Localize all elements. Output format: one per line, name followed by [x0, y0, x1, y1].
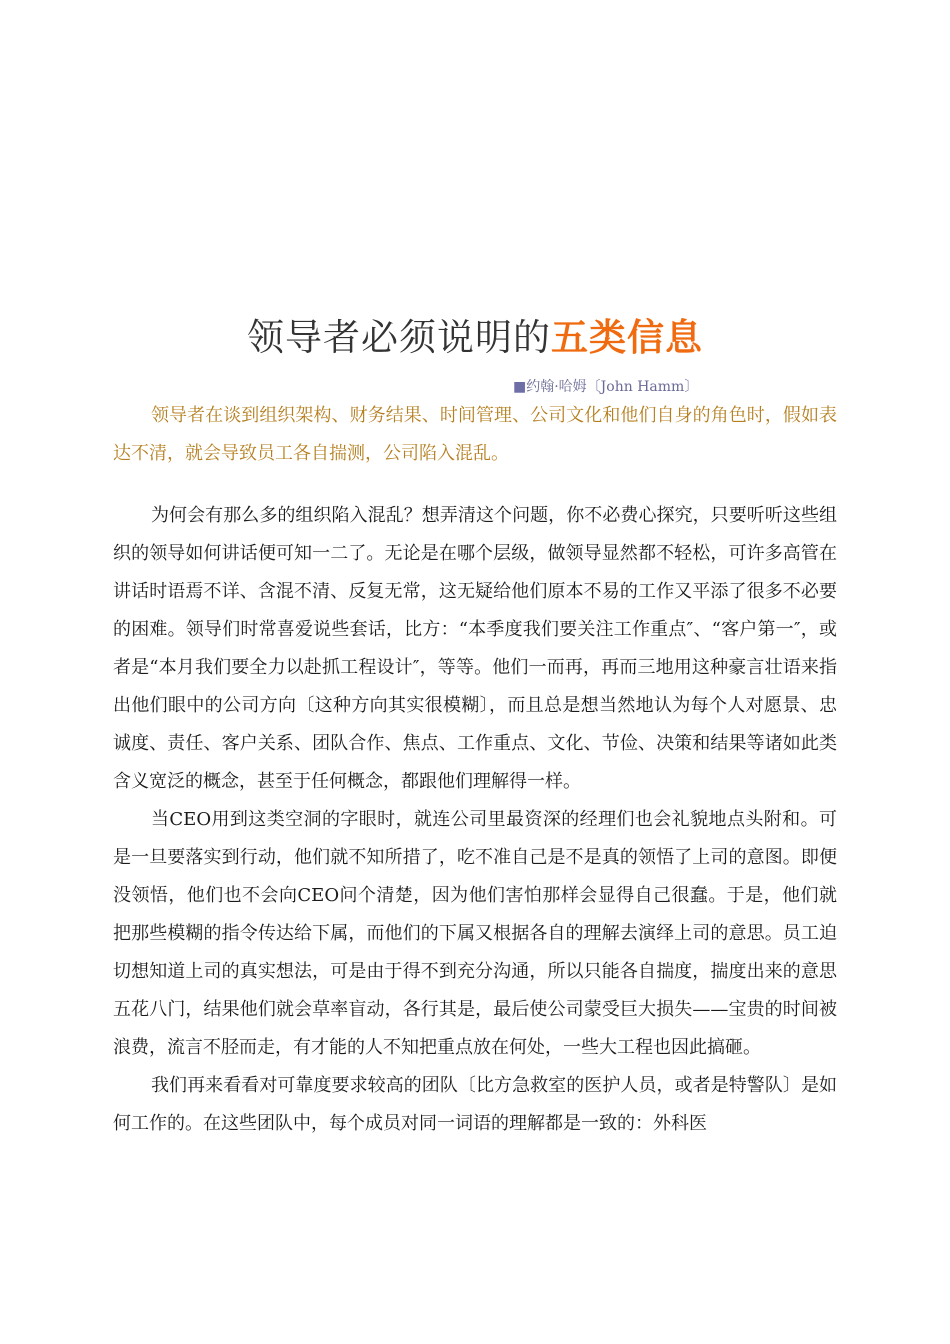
article-lede	[113, 397, 837, 473]
article-title-main: 领导者必须说明的	[247, 316, 551, 359]
article-title-highlight: 五类信息	[551, 316, 703, 359]
body-paragraph-1: 为何会有那么多的组织陷入混乱？想弄清这个问题，你不必费心探究，只要听听这些组织的领导如何讲话便可知一二了。无论是在哪个层级，做领导显然都不轻松，可许多高管在讲话时语焉不详、含混不清、反复无常，这无疑给他们原本不易的工作又平添了很多不必要的困难。领导们时常喜爱说些套话，比方：“本季度我们要关注工作重点″、“客户第一″，或者是“本月我们要全力以赴抓工程设计″，等等。他们一而再，再而三地用这种豪言壮语来指出他们眼中的公司方向〔这种方向其实很模糊〕，而且总是想当然地认为每个人对愿景、忠诚度、责任、客户关系、团队合作、焦点、工作重点、文化、节俭、决策和结果等诸如此类含义宽泛的概念，甚至于任何概念，都跟他们理解得一样。	[113, 505, 837, 792]
body-paragraph-3: 我们再来看看对可靠度要求较高的团队〔比方急救室的医护人员，或者是特警队〕是如何工作的。在这些团队中，每个成员对同一词语的理解都是一致的：外科医	[113, 1075, 837, 1134]
square-bullet-icon: ■	[513, 379, 527, 395]
article-body	[113, 497, 837, 1143]
article-title	[0, 312, 950, 364]
lede-paragraph: 领导者在谈到组织架构、财务结果、时间管理、公司文化和他们自身的角色时，假如表达不清，就会导致员工各自揣测，公司陷入混乱。	[113, 405, 837, 464]
author-byline	[513, 377, 698, 397]
body-paragraph-2: 当CEO用到这类空洞的字眼时，就连公司里最资深的经理们也会礼貌地点头附和。可是一旦要落实到行动，他们就不知所措了，吃不准自己是不是真的领悟了上司的意图。即便没领悟，他们也不会向CEO问个清楚，因为他们害怕那样会显得自己很蠢。于是，他们就把那些模糊的指令传达给下属，而他们的下属又根据各自的理解去演绎上司的意思。员工迫切想知道上司的真实想法，可是由于得不到充分沟通，所以只能各自揣度，揣度出来的意思五花八门，结果他们就会草率盲动，各行其是，最后使公司蒙受巨大损失——宝贵的时间被浪费，流言不胫而走，有才能的人不知把重点放在何处，一些大工程也因此搞砸。	[113, 809, 837, 1058]
author-name: 约翰·哈姆〔John Hamm〕	[526, 379, 699, 395]
